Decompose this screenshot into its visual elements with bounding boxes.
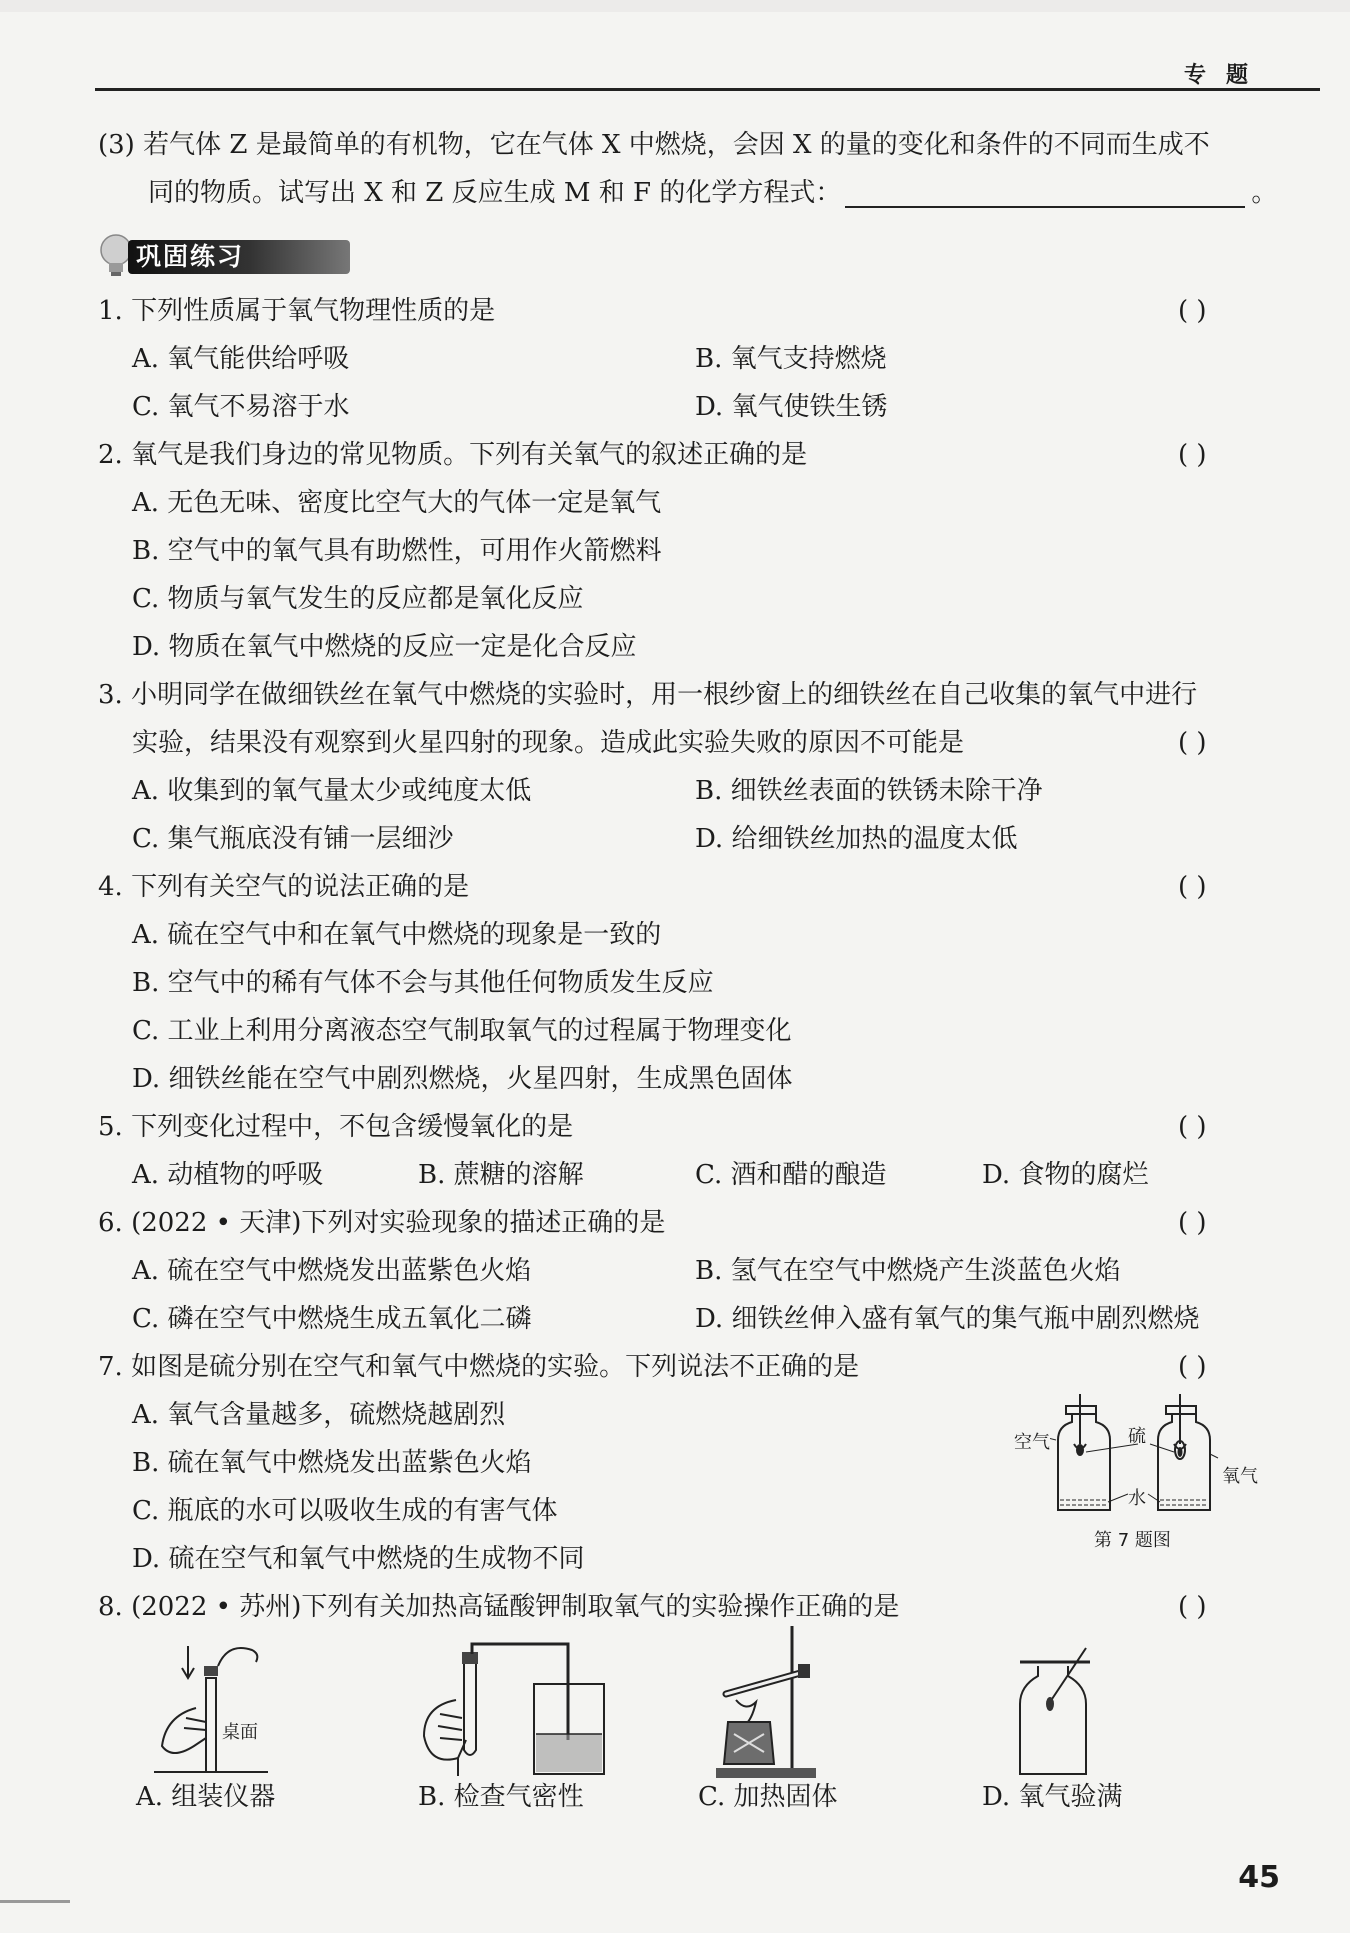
q2-option-a[interactable]: A. 无色无味、密度比空气大的气体一定是氧气 <box>132 488 662 518</box>
oxygen-full-test-figure <box>1010 1646 1120 1778</box>
fig7-label-water: 水 <box>1128 1488 1146 1509</box>
q8-option-b[interactable]: B. 检查气密性 <box>418 1782 584 1812</box>
page-number: 45 <box>1238 1860 1280 1895</box>
header-rule <box>95 88 1320 91</box>
q6-option-a[interactable]: A. 硫在空气中燃烧发出蓝紫色火焰 <box>132 1256 532 1286</box>
q2-stem: 2. 氧气是我们身边的常见物质。下列有关氧气的叙述正确的是 <box>98 440 808 470</box>
q1-answer-paren[interactable]: ( ) <box>1178 296 1207 326</box>
q3-line-2 <box>148 178 1277 208</box>
heating-solid-figure <box>706 1622 826 1780</box>
q8-option-a[interactable]: A. 组装仪器 <box>136 1782 276 1812</box>
q1-stem: 1. 下列性质属于氧气物理性质的是 <box>98 296 496 326</box>
q7-option-d[interactable]: D. 硫在空气和氧气中燃烧的生成物不同 <box>132 1544 585 1574</box>
q8-option-d[interactable]: D. 氧气验满 <box>982 1782 1123 1812</box>
fig7-label-oxygen: 氧气 <box>1222 1466 1258 1487</box>
q3-option-c[interactable]: C. 集气瓶底没有铺一层细沙 <box>132 824 454 854</box>
q6-answer-paren[interactable]: ( ) <box>1178 1208 1207 1238</box>
q3-stem: 3. 小明同学在做细铁丝在氧气中燃烧的实验时，用一根纱窗上的细铁丝在自己收集的氧气中进行 <box>98 680 1198 710</box>
page-edge <box>0 0 1350 12</box>
q3-line-2-end: 。 <box>1251 178 1278 208</box>
header-title: 专题 <box>1183 63 1268 88</box>
q7-stem: 7. 如图是硫分别在空气和氧气中燃烧的实验。下列说法不正确的是 <box>98 1352 860 1382</box>
q2-option-b[interactable]: B. 空气中的氧气具有助燃性，可用作火箭燃料 <box>132 536 662 566</box>
q4-stem: 4. 下列有关空气的说法正确的是 <box>98 872 470 902</box>
q1-option-c[interactable]: C. 氧气不易溶于水 <box>132 392 350 422</box>
q6-stem: 6. (2022 • 天津)下列对实验现象的描述正确的是 <box>98 1208 666 1238</box>
q5-option-a[interactable]: A. 动植物的呼吸 <box>132 1160 324 1190</box>
q3-option-a[interactable]: A. 收集到的氧气量太少或纯度太低 <box>132 776 532 806</box>
q1-option-b[interactable]: B. 氧气支持燃烧 <box>695 344 887 374</box>
q4-option-a[interactable]: A. 硫在空气中和在氧气中燃烧的现象是一致的 <box>132 920 662 950</box>
q2-option-d[interactable]: D. 物质在氧气中燃烧的反应一定是化合反应 <box>132 632 637 662</box>
answer-blank[interactable] <box>845 180 1245 208</box>
q8-option-c[interactable]: C. 加热固体 <box>698 1782 838 1812</box>
q3-option-b[interactable]: B. 细铁丝表面的铁锈未除干净 <box>695 776 1043 806</box>
q7-answer-paren[interactable]: ( ) <box>1178 1352 1207 1382</box>
fig7-caption: 第 7 题图 <box>1094 1530 1171 1551</box>
q6-option-b[interactable]: B. 氢气在空气中燃烧产生淡蓝色火焰 <box>695 1256 1121 1286</box>
q5-option-d[interactable]: D. 食物的腐烂 <box>982 1160 1149 1190</box>
q3-line-2-text: 同的物质。试写出 X 和 Z 反应生成 M 和 F 的化学方程式： <box>148 178 842 208</box>
airtightness-check-figure <box>418 1640 608 1776</box>
q4-option-b[interactable]: B. 空气中的稀有气体不会与其他任何物质发生反应 <box>132 968 714 998</box>
q7-option-c[interactable]: C. 瓶底的水可以吸收生成的有害气体 <box>132 1496 558 1526</box>
q5-stem: 5. 下列变化过程中，不包含缓慢氧化的是 <box>98 1112 574 1142</box>
q2-answer-paren[interactable]: ( ) <box>1178 440 1207 470</box>
q5-option-b[interactable]: B. 蔗糖的溶解 <box>418 1160 584 1190</box>
q1-option-d[interactable]: D. 氧气使铁生锈 <box>695 392 888 422</box>
q5-answer-paren[interactable]: ( ) <box>1178 1112 1207 1142</box>
q3-line-1: (3) 若气体 Z 是最简单的有机物，它在气体 X 中燃烧，会因 X 的量的变化和条件的不同而生成不 <box>98 130 1210 160</box>
sulfur-combustion-figure <box>1050 1392 1250 1522</box>
q3-option-d[interactable]: D. 给细铁丝加热的温度太低 <box>695 824 1018 854</box>
q7-option-a[interactable]: A. 氧气含量越多，硫燃烧越剧烈 <box>132 1400 506 1430</box>
corner-mark <box>0 1900 70 1903</box>
q3-stem-cont: 实验，结果没有观察到火星四射的现象。造成此实验失败的原因不可能是 <box>132 728 965 758</box>
q3-answer-paren[interactable]: ( ) <box>1178 728 1207 758</box>
q4-answer-paren[interactable]: ( ) <box>1178 872 1207 902</box>
q1-option-a[interactable]: A. 氧气能供给呼吸 <box>132 344 350 374</box>
q8-stem: 8. (2022 • 苏州)下列有关加热高锰酸钾制取氧气的实验操作正确的是 <box>98 1592 900 1622</box>
q7-option-b[interactable]: B. 硫在氧气中燃烧发出蓝紫色火焰 <box>132 1448 532 1478</box>
q4-option-c[interactable]: C. 工业上利用分离液态空气制取氧气的过程属于物理变化 <box>132 1016 792 1046</box>
q6-option-d[interactable]: D. 细铁丝伸入盛有氧气的集气瓶中剧烈燃烧 <box>695 1304 1200 1334</box>
assemble-apparatus-figure <box>148 1636 288 1776</box>
q4-option-d[interactable]: D. 细铁丝能在空气中剧烈燃烧，火星四射，生成黑色固体 <box>132 1064 793 1094</box>
fig7-label-air: 空气 <box>1014 1432 1050 1453</box>
fig8-label-desk: 桌面 <box>222 1722 258 1743</box>
q6-option-c[interactable]: C. 磷在空气中燃烧生成五氧化二磷 <box>132 1304 532 1334</box>
fig7-label-sulfur: 硫 <box>1128 1426 1146 1447</box>
q2-option-c[interactable]: C. 物质与氧气发生的反应都是氧化反应 <box>132 584 584 614</box>
section-title: 巩固练习 <box>136 242 245 271</box>
q8-answer-paren[interactable]: ( ) <box>1178 1592 1207 1622</box>
q5-option-c[interactable]: C. 酒和醋的酿造 <box>695 1160 887 1190</box>
